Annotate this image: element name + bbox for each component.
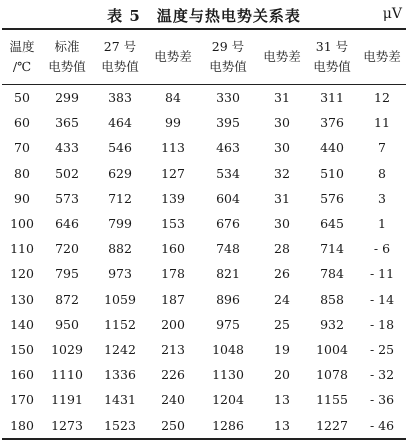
table-cell: 973	[108, 266, 132, 282]
table-cell: 12	[374, 90, 390, 106]
table-cell: 712	[108, 190, 132, 206]
table-cell: 130	[10, 291, 34, 307]
column-header-line: 电势差	[363, 49, 401, 64]
table-cell: 1191	[51, 392, 83, 408]
table-cell: 784	[320, 266, 344, 282]
table-cell: 1204	[212, 392, 244, 408]
table-cell: 84	[165, 90, 181, 106]
table-cell: 250	[161, 417, 185, 433]
table-cell: 7	[378, 140, 386, 156]
column-header	[198, 29, 258, 85]
table-cell: 99	[165, 115, 181, 131]
column-header	[306, 29, 358, 85]
table-cell: 187	[161, 291, 185, 307]
table-cell: 1523	[104, 417, 136, 433]
table-cell: 311	[320, 90, 344, 106]
table-row	[2, 110, 406, 135]
table-cell: 31	[274, 190, 290, 206]
table-cell: 140	[10, 316, 34, 332]
table-cell: 13	[274, 417, 290, 433]
column-header-line: 温度	[9, 39, 35, 54]
table-row	[2, 312, 406, 337]
table-cell: 896	[216, 291, 240, 307]
table-title: 表 5 温度与热电势关系表	[107, 7, 301, 25]
table-cell: 299	[55, 90, 79, 106]
table-row	[2, 85, 406, 111]
table-cell: 31	[274, 90, 290, 106]
table-header	[2, 29, 406, 85]
table-cell: 534	[216, 165, 240, 181]
table-cell: 100	[10, 216, 34, 232]
table-cell: 60	[14, 115, 30, 131]
table-row	[2, 186, 406, 211]
column-header	[42, 29, 92, 85]
column-header	[258, 29, 306, 85]
table-row	[2, 362, 406, 387]
column-header-line: 电势差	[263, 49, 301, 64]
table-cell: 433	[55, 140, 79, 156]
table-cell: 383	[108, 90, 132, 106]
table-cell: 1227	[316, 417, 348, 433]
table-cell: 799	[108, 216, 132, 232]
column-header-line: /℃	[12, 59, 32, 74]
table-cell: 950	[55, 316, 79, 332]
table-cell: 365	[55, 115, 79, 131]
table-cell: 1004	[316, 341, 348, 357]
table-cell: 11	[374, 115, 390, 131]
table-cell: 90	[14, 190, 30, 206]
table-cell: 1273	[51, 417, 83, 433]
table-cell: 440	[320, 140, 344, 156]
table-cell: 8	[378, 165, 386, 181]
table-cell: 645	[320, 216, 344, 232]
table-cell: 139	[161, 190, 185, 206]
table-cell: - 32	[369, 367, 395, 383]
table-cell: 80	[14, 165, 30, 181]
table-cell: 25	[274, 316, 290, 332]
table-cell: 30	[274, 140, 290, 156]
table-cell: 720	[55, 241, 79, 257]
table-cell: 1155	[316, 392, 348, 408]
table-cell: 1242	[104, 341, 136, 357]
table-cell: 463	[216, 140, 240, 156]
table-cell: - 46	[369, 417, 395, 433]
table-cell: 546	[108, 140, 132, 156]
column-header-line: 29 号	[211, 39, 245, 54]
table-cell: 932	[320, 316, 344, 332]
column-header	[2, 29, 42, 85]
table-row	[2, 211, 406, 236]
table-row	[2, 161, 406, 186]
table-cell: 160	[161, 241, 185, 257]
table-cell: 629	[108, 165, 132, 181]
table-cell: 1130	[212, 367, 244, 383]
table-cell: 1431	[104, 392, 136, 408]
table-cell: 180	[10, 417, 34, 433]
table-cell: 1059	[104, 291, 136, 307]
column-header-line: 电势差	[154, 49, 192, 64]
temperature-emf-table	[2, 28, 406, 440]
table-caption	[0, 2, 408, 28]
table-cell: 1110	[51, 367, 83, 383]
column-header-line: 标准	[54, 39, 80, 54]
table-cell: 872	[55, 291, 79, 307]
table-cell: 150	[10, 341, 34, 357]
column-header-line: 电势值	[209, 59, 247, 74]
table-cell: - 11	[369, 266, 395, 282]
table-cell: 604	[216, 190, 240, 206]
table-cell: 464	[108, 115, 132, 131]
table-row	[2, 412, 406, 438]
table-cell: 502	[55, 165, 79, 181]
table-cell: 226	[161, 367, 185, 383]
table-cell: 975	[216, 316, 240, 332]
table-cell: - 14	[369, 291, 395, 307]
table-cell: 30	[274, 216, 290, 232]
table-cell: 170	[10, 392, 34, 408]
table-cell: 573	[55, 190, 79, 206]
table-cell: 153	[161, 216, 185, 232]
table-cell: - 18	[369, 316, 395, 332]
table-cell: - 25	[369, 341, 395, 357]
table-cell: 50	[14, 90, 30, 106]
table-cell: 646	[55, 216, 79, 232]
table-cell: 30	[274, 115, 290, 131]
table-cell: 376	[320, 115, 344, 131]
table-row	[2, 387, 406, 412]
table-cell: - 6	[373, 241, 391, 257]
table-cell: 127	[161, 165, 185, 181]
header-row	[2, 29, 406, 85]
column-header-line: 电势值	[48, 59, 86, 74]
table-cell: 1336	[104, 367, 136, 383]
table-cell: 3	[378, 190, 386, 206]
column-header	[358, 29, 406, 85]
table-cell: 330	[216, 90, 240, 106]
table-cell: 20	[274, 367, 290, 383]
column-header-line: 电势值	[101, 59, 139, 74]
table-cell: 110	[10, 241, 34, 257]
table-cell: 510	[320, 165, 344, 181]
table-cell: 748	[216, 241, 240, 257]
table-cell: 714	[320, 241, 344, 257]
table-cell: 576	[320, 190, 344, 206]
unit-label: μV	[382, 6, 402, 22]
table-cell: 882	[108, 241, 132, 257]
table-cell: 858	[320, 291, 344, 307]
table-cell: 795	[55, 266, 79, 282]
table-cell: 676	[216, 216, 240, 232]
table-cell: 26	[274, 266, 290, 282]
table-cell: 19	[274, 341, 290, 357]
column-header-line: 31 号	[315, 39, 349, 54]
table-cell: 213	[161, 341, 185, 357]
table-cell: 160	[10, 367, 34, 383]
table-cell: 120	[10, 266, 34, 282]
column-header-line: 27 号	[103, 39, 137, 54]
column-header	[92, 29, 148, 85]
table-cell: 1	[378, 216, 386, 232]
table-cell: 1152	[104, 316, 136, 332]
table-row	[2, 135, 406, 160]
table-cell: 1048	[212, 341, 244, 357]
column-header-line: 电势值	[313, 59, 351, 74]
table-cell: 395	[216, 115, 240, 131]
table-cell: 32	[274, 165, 290, 181]
table-cell: 821	[216, 266, 240, 282]
table-cell: 24	[274, 291, 290, 307]
table-row	[2, 337, 406, 362]
table-cell: 240	[161, 392, 185, 408]
table-cell: - 36	[369, 392, 395, 408]
table-cell: 70	[14, 140, 30, 156]
table-cell: 1286	[212, 417, 244, 433]
table-cell: 178	[161, 266, 185, 282]
table-row	[2, 287, 406, 312]
column-header	[148, 29, 198, 85]
table-cell: 28	[274, 241, 290, 257]
table-body	[2, 85, 406, 439]
table-cell: 200	[161, 316, 185, 332]
table-row	[2, 261, 406, 286]
table-cell: 113	[161, 140, 185, 156]
table-row	[2, 236, 406, 261]
table-cell: 1029	[51, 341, 83, 357]
table-cell: 13	[274, 392, 290, 408]
table-cell: 1078	[316, 367, 348, 383]
